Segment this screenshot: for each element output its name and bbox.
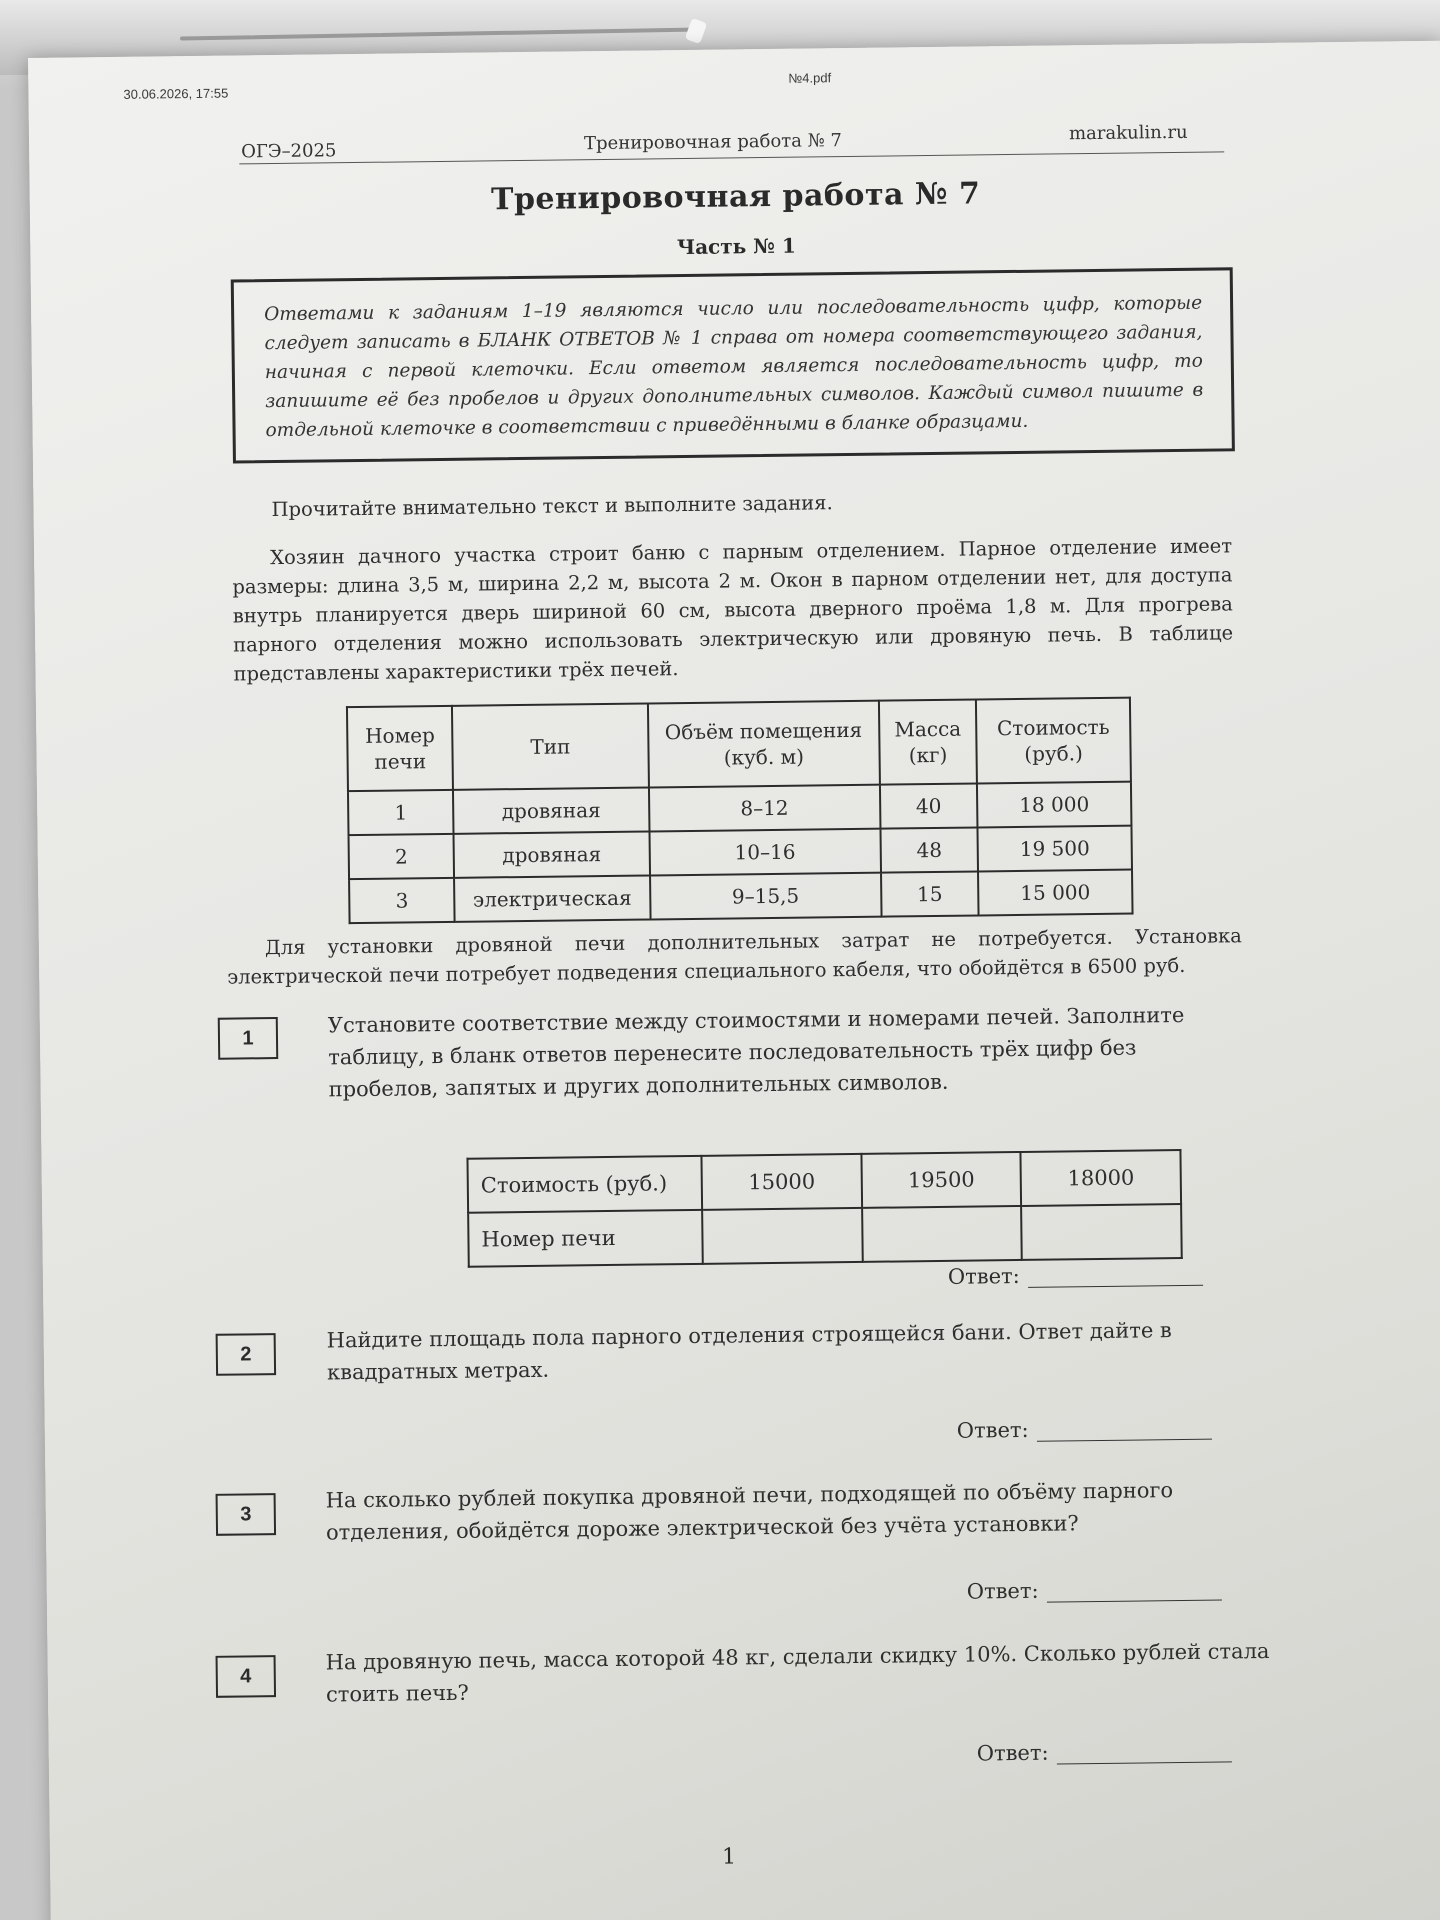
cell-type: дровяная: [454, 831, 650, 877]
exam-page: [28, 41, 1440, 1920]
task-3-text: На сколько рублей покупка дровяной печи, подходящей по объёму парного отделения, обойдётся дороже электрической без учёта установки?: [325, 1478, 1174, 1545]
part-subtitle: Часть № 1: [676, 233, 796, 260]
task-4-number: 4: [216, 1655, 277, 1698]
cell-type: электрическая: [454, 875, 650, 921]
header-cost: Стоимость (руб.): [976, 698, 1131, 784]
header-rule: [239, 151, 1224, 164]
answer-label: Ответ:: [956, 1417, 1029, 1443]
cell-cost: 19 500: [978, 826, 1132, 872]
header-oven-number: Номер печи: [347, 706, 453, 791]
fill-table-cost-value: 15000: [702, 1154, 862, 1210]
header-mass: Масса (кг): [879, 699, 977, 784]
task-2-answer: [957, 1416, 1212, 1443]
after-table-paragraph: Для установки дровяной печи дополнительных затрат не потребуется. Установка электрической печи потребует подведения специального кабеля, что обойдётся в 6500 руб.: [227, 924, 1242, 989]
cell-type: дровяная: [453, 787, 649, 833]
answer-line[interactable]: [1056, 1741, 1231, 1764]
instructions-text: Ответами к заданиям 1–19 являются число или последовательность цифр, которые следует записать в БЛАНК ОТВЕТОВ № 1 справа от номера соответствующего задания, начиная с первой клеточки. Если ответом является последовательность цифр, то запишите её без пробелов и других дополнительных символов. Каждый символ пишите в отдельной клеточке в соответствии с приведёнными в бланке образцами.: [264, 292, 1204, 442]
answer-line[interactable]: [1037, 1419, 1212, 1442]
fill-table-cost-label: Стоимость (руб.): [467, 1156, 702, 1213]
binder-clip: [685, 18, 708, 44]
answer-label: Ответ:: [966, 1578, 1039, 1604]
page-number: 1: [721, 1844, 737, 1870]
task-4-answer: [977, 1738, 1232, 1765]
fill-table-empty-cell[interactable]: [1021, 1204, 1181, 1260]
header-site: marakulin.ru: [1068, 121, 1188, 145]
binder-rail: [180, 27, 700, 40]
cell-mass: 15: [881, 871, 979, 916]
fill-table-oven-label: Номер печи: [468, 1210, 703, 1267]
task-1-answer: [948, 1262, 1203, 1289]
task-3-number: 3: [216, 1493, 277, 1536]
cell-cost: 18 000: [977, 782, 1131, 828]
cell-volume: 8–12: [649, 785, 881, 832]
header-exam-name: ОГЭ–2025: [241, 140, 337, 163]
answer-line[interactable]: [1028, 1265, 1203, 1288]
header-volume: Объём помещения (куб. м): [648, 701, 880, 788]
task-2-number: 2: [216, 1333, 277, 1376]
task-1-fill-table: [466, 1149, 1182, 1268]
read-prompt: Прочитайте внимательно текст и выполните задания.: [271, 491, 833, 522]
fill-table-cost-value: 18000: [1021, 1150, 1181, 1206]
page-title: Тренировочная работа № 7: [490, 176, 981, 218]
cell-number: 1: [348, 790, 454, 835]
answer-line[interactable]: [1046, 1580, 1221, 1603]
header-work-title: Тренировочная работа № 7: [583, 130, 842, 155]
cell-number: 2: [349, 834, 455, 879]
cell-volume: 10–16: [649, 829, 881, 876]
cell-cost: 15 000: [978, 870, 1132, 916]
ovens-table: [346, 697, 1134, 925]
cell-volume: 9–15,5: [650, 873, 882, 920]
header-type: Тип: [452, 703, 648, 789]
print-timestamp: 30.06.2026, 17:55: [123, 85, 229, 102]
answer-label: Ответ:: [976, 1740, 1049, 1766]
table-row: [349, 870, 1132, 924]
task-2-text: Найдите площадь пола парного отделения строящейся бани. Ответ дайте в квадратных метрах.: [326, 1318, 1172, 1385]
fill-table-cost-row: [467, 1150, 1181, 1213]
task-1-text: Установите соответствие между стоимостями и номерами печей. Заполните таблицу, в бланк ответов перенесите последовательность трёх цифр без пробелов, запятых и других дополнительных символов.: [327, 1002, 1185, 1102]
cell-number: 3: [349, 878, 455, 923]
fill-table-empty-cell[interactable]: [862, 1206, 1022, 1262]
answer-label: Ответ:: [947, 1263, 1020, 1289]
task-1-number: 1: [218, 1017, 279, 1060]
fill-table-empty-cell[interactable]: [702, 1208, 862, 1264]
ovens-table-header-row: [347, 698, 1131, 792]
task-4-text: На дровяную печь, масса которой 48 кг, сделали скидку 10%. Сколько рублей стала стоить печь?: [325, 1638, 1270, 1707]
print-file-name: №4.pdf: [788, 70, 832, 86]
intro-paragraph: Хозяин дачного участка строит баню с парным отделением. Парное отделение имеет размеры: длина 3,5 м, ширина 2,2 м, высота 2 м. Окон в парном отделении нет, для доступа внутрь планируется дверь шириной 60 см, высота дверного проёма 1,8 м. Для прогрева парного отделения можно использовать электрическую или дровяную печь. В таблице представлены характеристики трёх печей.: [232, 534, 1234, 686]
fill-table-cost-value: 19500: [861, 1152, 1021, 1208]
task-3-answer: [967, 1577, 1222, 1604]
instructions-box: [231, 267, 1235, 463]
fill-table-oven-row: [468, 1204, 1182, 1267]
cell-mass: 40: [880, 783, 978, 828]
cell-mass: 48: [880, 827, 978, 872]
